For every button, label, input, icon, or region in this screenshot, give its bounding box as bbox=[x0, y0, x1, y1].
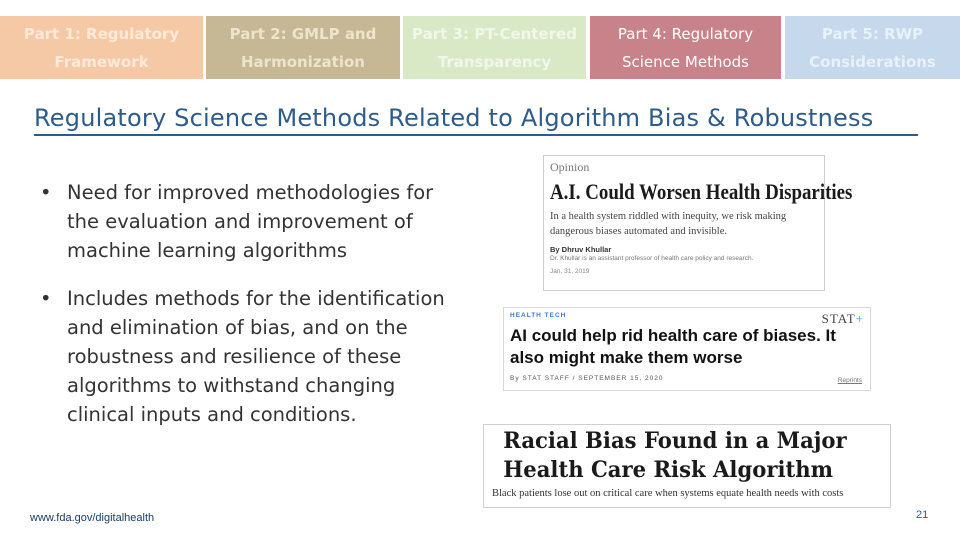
tab-part-1-regulatory-framework[interactable] bbox=[0, 16, 203, 79]
clipping-dek: Black patients lose out on critical care when systems equate health needs with costs bbox=[492, 488, 844, 499]
tab-label-line1: Part 1: Regulatory bbox=[23, 24, 180, 43]
tab-label-line2: Science Methods bbox=[622, 52, 749, 71]
bullet-item bbox=[40, 178, 460, 265]
clipping-headline-line2: Health Care Risk Algorithm bbox=[503, 457, 834, 483]
stat-plus-icon: + bbox=[855, 311, 864, 326]
tab-label-line1: Part 5: RWP bbox=[821, 24, 924, 43]
clipping-headline: AI could help rid health care of biases. It also might make them worse bbox=[510, 326, 836, 367]
tab-label-line1: Part 4: Regulatory bbox=[617, 24, 754, 43]
tab-label-line1: Part 3: PT-Centered bbox=[412, 24, 577, 43]
clipping-reprints-link: Reprints bbox=[837, 377, 862, 384]
page-number: 21 bbox=[916, 509, 929, 521]
clipping-headline: A.I. Could Worsen Health Disparities bbox=[550, 179, 853, 204]
bullet-glyph: • bbox=[40, 181, 52, 204]
tab-part-2-gmlp-harmonization[interactable] bbox=[206, 16, 400, 79]
bullet-item bbox=[40, 284, 460, 429]
clipping-kicker: Opinion bbox=[550, 160, 590, 174]
tab-label-line2: Framework bbox=[54, 52, 149, 71]
section-tabs bbox=[0, 16, 960, 79]
news-clipping-stat bbox=[503, 307, 871, 391]
tab-label-line2: Harmonization bbox=[241, 52, 365, 71]
tab-label-line1: Part 2: GMLP and bbox=[229, 24, 377, 43]
bullet-text: Need for improved methodologies for the evaluation and improvement of machine learning algorithms bbox=[67, 181, 434, 262]
clipping-section-label: HEALTH TECH bbox=[510, 312, 567, 319]
footer-url-link[interactable]: www.fda.gov/digitalhealth bbox=[30, 512, 155, 524]
tab-label-line2: Considerations bbox=[809, 52, 936, 71]
news-clipping-science bbox=[483, 424, 891, 508]
slide-title: Regulatory Science Methods Related to Algorithm Bias & Robustness bbox=[34, 104, 918, 136]
tab-label-line2: Transparency bbox=[437, 52, 552, 71]
bullet-glyph: • bbox=[40, 287, 52, 310]
clipping-headline-line1: Racial Bias Found in a Major bbox=[503, 428, 847, 454]
tab-part-5-rwp-considerations[interactable] bbox=[785, 16, 960, 79]
stat-logo bbox=[822, 311, 864, 327]
bullet-list bbox=[40, 178, 460, 448]
clipping-date: Jan. 31, 2019 bbox=[550, 268, 590, 275]
clipping-author-bio: Dr. Khullar is an assistant professor of health care policy and research. bbox=[550, 255, 754, 262]
news-clipping-nyt-opinion bbox=[543, 155, 853, 291]
tab-part-3-pt-centered-transparency[interactable] bbox=[403, 16, 586, 79]
tab-part-4-regulatory-science-methods[interactable] bbox=[590, 16, 781, 79]
clipping-byline: By Dhruv Khullar bbox=[550, 245, 612, 254]
clipping-dek: In a health system riddled with inequity, we risk making dangerous biases automated and invisible. bbox=[550, 211, 787, 237]
stat-logo-text: STAT bbox=[821, 311, 856, 326]
bullet-text: Includes methods for the identification and elimination of bias, and on the robustness and resilience of these algorithms to withstand changing clinical inputs and conditions. bbox=[67, 287, 445, 426]
clipping-meta: By STAT STAFF / SEPTEMBER 15, 2020 bbox=[510, 375, 664, 382]
